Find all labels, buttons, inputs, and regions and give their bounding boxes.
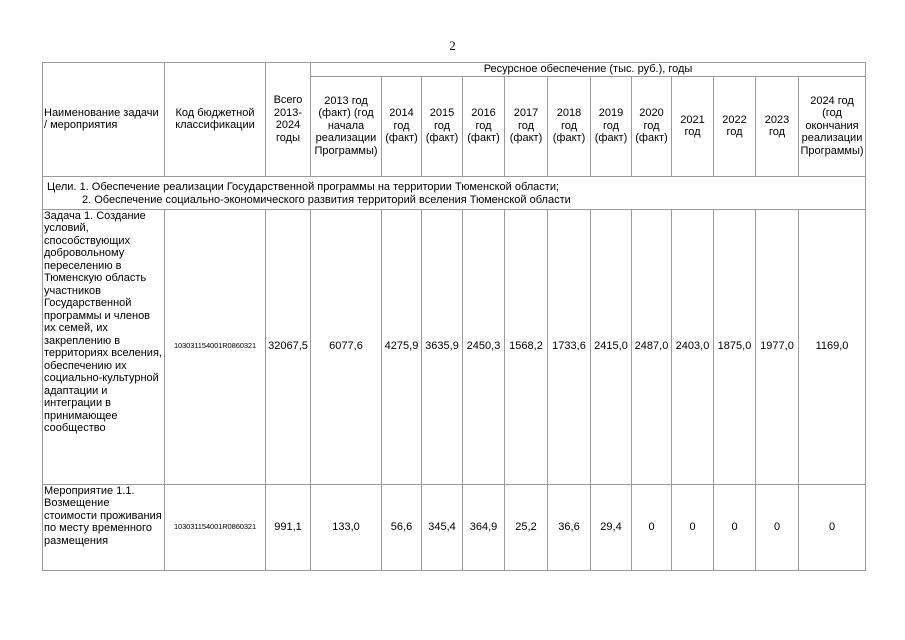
row-value: 25,2 — [505, 484, 548, 570]
header-year-2013: 2013 год (факт) (год начала реализации Программы) — [311, 76, 382, 176]
header-code-column: Код бюджетной классификации — [165, 63, 266, 177]
goal-line-1: Цели. 1. Обеспечение реализации Государственной программы на территории Тюменской области; — [47, 180, 560, 193]
header-year-2017: 2017 год (факт) — [505, 76, 548, 176]
header-year-2023: 2023 год — [756, 76, 799, 176]
row-value: 6077,6 — [311, 209, 382, 484]
goals-row — [43, 176, 866, 209]
row-value: 1568,2 — [505, 209, 548, 484]
header-year-2014: 2014 год (факт) — [382, 76, 422, 176]
header-resource-group: Ресурсное обеспечение (тыс. руб.), годы — [311, 63, 866, 77]
row-value: 133,0 — [311, 484, 382, 570]
header-year-2018: 2018 год (факт) — [548, 76, 591, 176]
row-value: 1733,6 — [548, 209, 591, 484]
row-value: 364,9 — [463, 484, 505, 570]
table-row — [43, 484, 866, 570]
row-value: 1875,0 — [714, 209, 756, 484]
row-value: 36,6 — [548, 484, 591, 570]
resource-table — [42, 62, 866, 571]
row-value: 0 — [632, 484, 672, 570]
row-value: 0 — [756, 484, 799, 570]
row-value: 2403,0 — [672, 209, 714, 484]
header-total-column: Всего 2013-2024 годы — [266, 63, 311, 177]
row-value: 56,6 — [382, 484, 422, 570]
header-year-2015: 2015 год (факт) — [422, 76, 463, 176]
row-name: Мероприятие 1.1. Возмещение стоимости проживания по месту временного размещения — [43, 484, 165, 570]
row-value: 2450,3 — [463, 209, 505, 484]
row-value: 2487,0 — [632, 209, 672, 484]
row-value: 0 — [672, 484, 714, 570]
row-value: 0 — [799, 484, 866, 570]
header-name-column: Наименование задачи / мероприятия — [43, 63, 165, 177]
goal-line-2: 2. Обеспечение социально-экономического развития территорий вселения Тюменской области — [82, 193, 571, 206]
row-value: 0 — [714, 484, 756, 570]
row-value: 29,4 — [591, 484, 632, 570]
header-year-2021: 2021 год — [672, 76, 714, 176]
row-total: 991,1 — [266, 484, 311, 570]
table-row — [43, 209, 866, 484]
page-number: 2 — [449, 38, 456, 53]
row-value: 1169,0 — [799, 209, 866, 484]
row-total: 32067,5 — [266, 209, 311, 484]
header-year-2019: 2019 год (факт) — [591, 76, 632, 176]
row-value: 2415,0 — [591, 209, 632, 484]
row-value: 1977,0 — [756, 209, 799, 484]
row-code: 103031154001R0860321 — [165, 209, 266, 484]
header-year-2024: 2024 год (год окончания реализации Программы) — [799, 76, 866, 176]
row-code: 103031154001R0860321 — [165, 484, 266, 570]
row-name: Задача 1. Создание условий, способствующих добровольному переселению в Тюменскую область участников Государственной программы и членов их семей, их закреплению в территориях вселения, обеспечению их социально-культурной адаптации и интеграции в принимающее сообщество — [43, 209, 165, 484]
header-year-2016: 2016 год (факт) — [463, 76, 505, 176]
row-value: 345,4 — [422, 484, 463, 570]
row-value: 4275,9 — [382, 209, 422, 484]
header-year-2022: 2022 год — [714, 76, 756, 176]
row-value: 3635,9 — [422, 209, 463, 484]
header-year-2020: 2020 год (факт) — [632, 76, 672, 176]
